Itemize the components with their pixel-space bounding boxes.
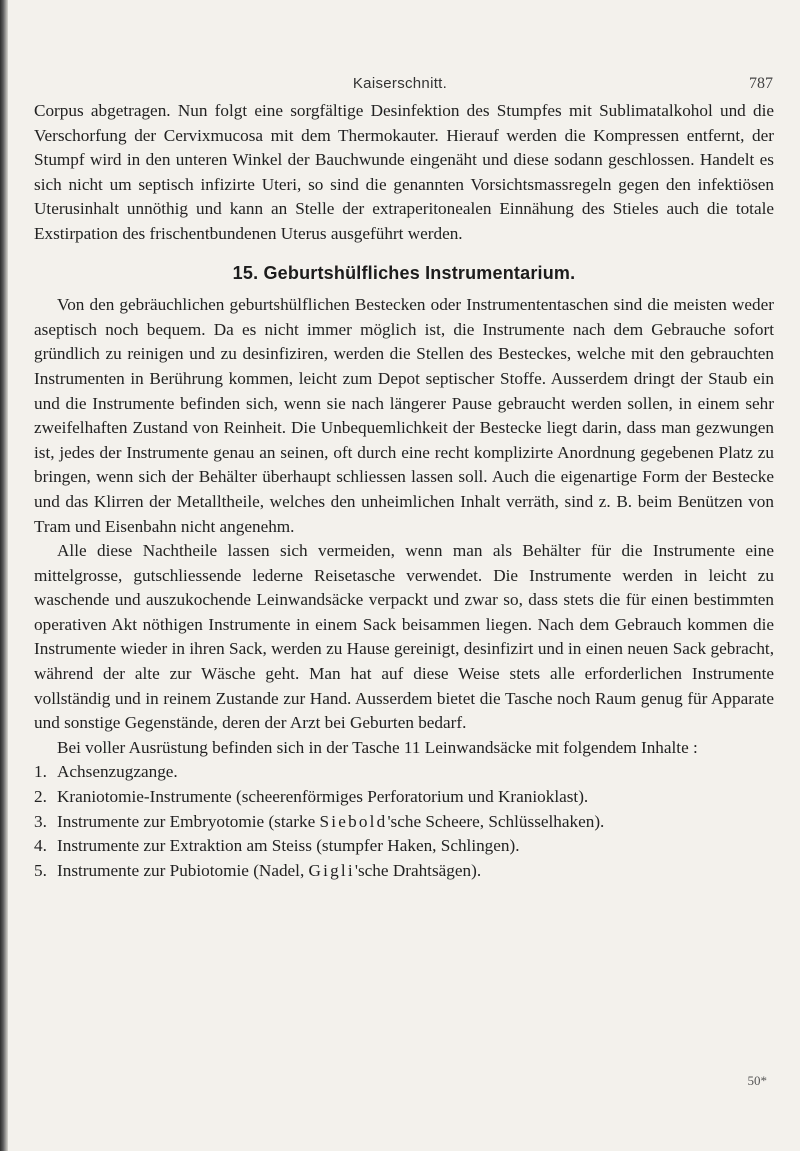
list-item	[34, 834, 774, 859]
list-item-number: 3.	[34, 811, 47, 831]
paragraph-continued: Corpus abgetragen. Nun folgt eine sorgfältige Desinfektion des Stumpfes mit Sublimatalkohol und die Verschorfung der Cervixmucosa mit dem Thermokauter. Hierauf werden die Kompressen entfernt, der Stumpf wird in den unteren Winkel der Bauchwunde eingenäht und diese sodann geschlossen. Handelt es sich nicht um septisch infizirte Uteri, so sind die genannten Vorsichtsmassregeln gegen den infektiösen Uterusinhalt unnöthig und kann an Stelle der extraperitonealen Einnähung des Stieles auch die totale Exstirpation des frischentbundenen Uterus ausgeführt werden.	[34, 101, 774, 243]
list-item-number: 2.	[34, 787, 47, 807]
instrument-list	[34, 760, 774, 883]
list-item-text-pre: Instrumente zur Embryotomie (starke	[57, 811, 320, 831]
list-item-text-post: 'sche Drahtsägen).	[354, 860, 482, 880]
page-header	[0, 75, 800, 99]
sheet-signature: 50*	[747, 1073, 767, 1088]
list-item-text	[57, 810, 774, 835]
paragraph: Von den gebräuchlichen geburtshülflichen Bestecken oder Instrumententaschen sind die meisten weder aseptisch noch bequem. Da es nicht immer möglich ist, die Instrumente nach dem Gebrauche sofort gründlich zu reinigen und zu desinfiziren, werden die Stellen des Besteckes, welche mit den gebrauchten Instrumenten in Berührung kommen, leicht zum Depot septischer Stoffe. Ausserdem dringt der Staub ein und die Instrumente befinden sich, wenn sie nach längerer Pause gebraucht werden sollen, in einem sehr zweifelhaften Zustand von Reinheit. Die Unbequemlichkeit der Bestecke liegt darin, dass man gezwungen ist, jedes der Instrumente genau an seinen, oft durch eine recht komplizirte Anordnung gegebenen Platz zu bringen, wenn sich der Behälter überhaupt schliessen lassen soll. Auch die eigenartige Form der Bestecke und das Klirren der Metalltheile, welches den unheimlichen Inhalt verräth, sind z. B. beim Benützen von Tram und Eisenbahn nicht angenehm.	[34, 295, 774, 536]
list-item-number: 5.	[34, 860, 47, 880]
binding-edge-shadow	[0, 0, 8, 1151]
paragraph: Alle diese Nachtheile lassen sich vermeiden, wenn man als Behälter für die Instrumente eine mittelgrosse, gutschliessende lederne Reisetasche verwendet. Die Instrumente werden in leicht zu waschende und auszukochende Leinwandsäcke verpackt und zwar so, dass stets die für einen bestimmten operativen Akt nöthigen Instrumente in einem Sack beisammen liegen. Nach dem Gebrauch kommen die Instrumente wieder in ihren Sack, werden zu Hause gereinigt, desinfizirt und in einen neuen Sack gebracht, während der alte zur Wäsche geht. Man hat auf diese Weise stets alle erforderlichen Instrumente vollständig und in reinem Zustande zur Hand. Ausserdem bietet die Tasche noch Raum genug für Apparate und sonstige Gegenstände, deren der Arzt bei Geburten bedarf.	[34, 541, 774, 733]
list-item	[34, 760, 774, 785]
list-item-number: 4.	[34, 836, 47, 856]
page-number: 787	[749, 75, 773, 92]
body-text	[34, 99, 774, 883]
list-item-text	[57, 859, 774, 884]
list-item-text: Kraniotomie-Instrumente (scheerenförmiges Perforatorium und Kranioklast).	[57, 787, 589, 807]
list-item	[34, 810, 774, 835]
person-name: Gigli	[308, 860, 355, 880]
list-item	[34, 859, 774, 884]
person-name: Siebold	[319, 811, 388, 831]
section-heading: 15. Geburtshülfliches Instrumentarium.	[232, 262, 576, 283]
paragraph: Bei voller Ausrüstung befinden sich in der Tasche 11 Leinwandsäcke mit folgendem Inhalte :	[57, 737, 698, 757]
list-item-text: Instrumente zur Extraktion am Steiss (stumpfer Haken, Schlingen).	[57, 836, 520, 856]
list-item-text-pre: Instrumente zur Pubiotomie (Nadel,	[57, 860, 309, 880]
running-title: Kaiserschnitt.	[352, 75, 448, 92]
list-item-text-post: 'sche Scheere, Schlüsselhaken).	[387, 811, 605, 831]
list-item-number: 1.	[34, 762, 47, 782]
list-item-text: Achsenzugzange.	[57, 762, 178, 782]
list-item	[34, 785, 774, 810]
